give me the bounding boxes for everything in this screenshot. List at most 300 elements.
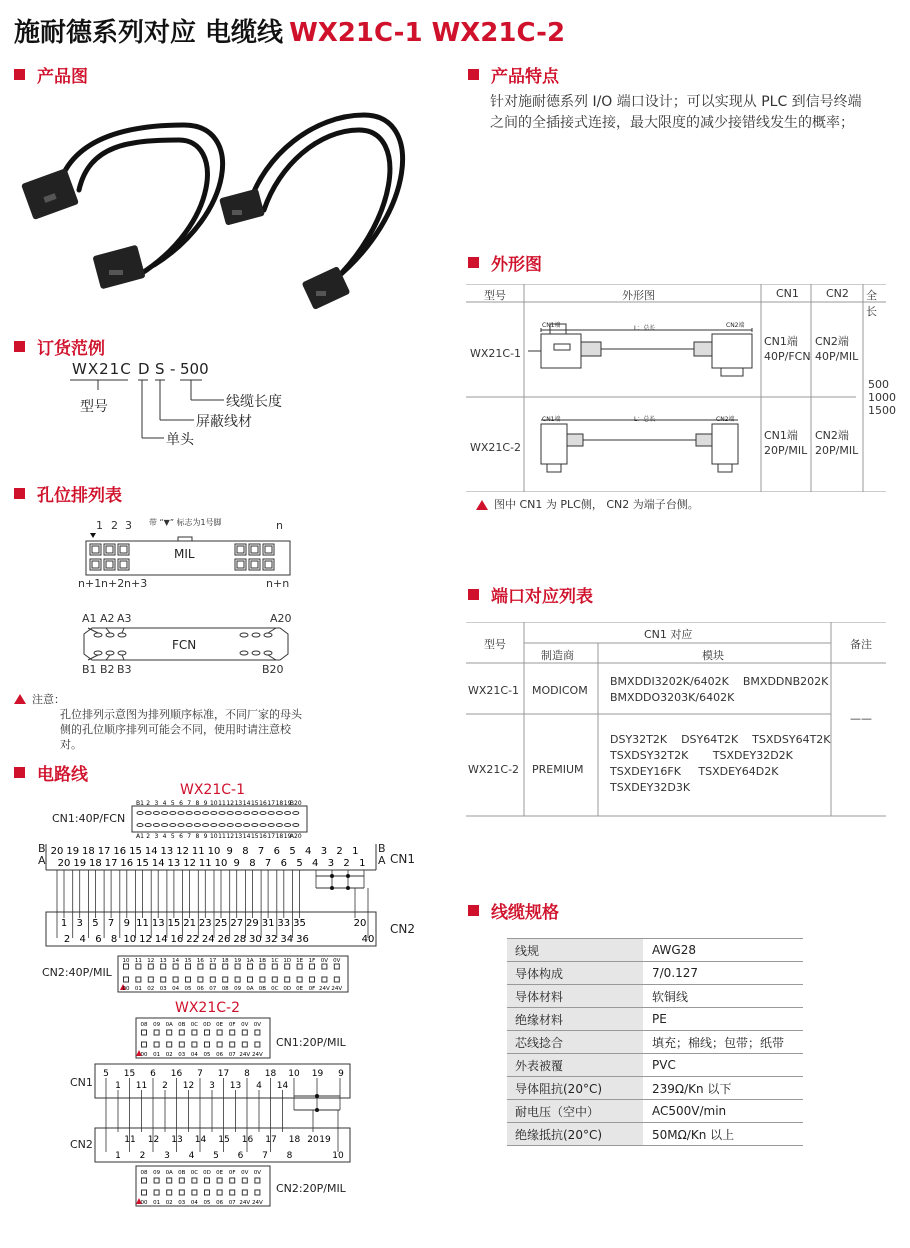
outline-h-cn2: CN2	[826, 287, 849, 300]
outline-h-length: 全长	[866, 289, 877, 318]
mil40-top-label: 1C	[271, 958, 279, 964]
mil20-top-label: 0E	[216, 1022, 224, 1028]
spec-row: 线规 AWG28	[507, 939, 803, 962]
circuit-wx21c-1	[0, 780, 450, 1000]
mil20b-bot-label: 00	[140, 1200, 148, 1206]
c2-bot-label: 4	[188, 1151, 195, 1161]
fcn-b-pin-label: 3	[154, 800, 159, 807]
c2-top-label: 5	[103, 1069, 109, 1079]
order-label-model: 型号	[80, 399, 108, 415]
mil20-bot-label: 03	[178, 1052, 186, 1058]
mil20b-top-label: 0D	[203, 1170, 211, 1176]
cn2-even-label: 30	[249, 934, 262, 945]
fcn-b-pin-label: 11	[218, 800, 226, 807]
outline-draw-cn1: CN1端	[542, 322, 561, 329]
mil20b-top-label: 0V	[241, 1170, 249, 1176]
outline-r1-model: WX21C-1	[470, 347, 522, 360]
mil40-top-label: 19	[234, 958, 242, 964]
section-pin-layout: 孔位排列表	[14, 481, 122, 506]
port-r2-modules: DSY32T2K DSY64T2K TSXDSY64T2K TSXDSY32T2K TSXDEY32D2K TSXDEY16FK TSXDEY64D2K TSXDEY32D3K	[610, 733, 831, 794]
fcn-b-pin-label: 16	[259, 800, 267, 807]
c2-bot-top-label: 11	[124, 1135, 136, 1145]
circuit-wx21c-2	[0, 1000, 450, 1215]
circuit-b-right: B	[378, 842, 386, 855]
mil20b-bot-label: 24V	[252, 1200, 263, 1206]
c2-mid-label: 11	[135, 1081, 148, 1091]
circuit-cn2-40p: CN2:40P/MIL	[42, 966, 112, 979]
spec-row: 外表被覆 PVC	[507, 1054, 803, 1077]
ordering-example	[60, 356, 320, 446]
circuit-wx21c-1-drawing	[0, 780, 450, 1000]
a-pin-label: 16	[120, 858, 134, 869]
cn2-even-label: 26	[217, 934, 231, 945]
mil20-bot-label: 01	[153, 1052, 161, 1058]
fcn-a-pin-label: 9	[203, 833, 208, 840]
port-r1-modules: BMXDDI3202K/6402K BMXDDNB202K BMXDDO3203K/6402K	[610, 675, 829, 704]
cn2-odd-label: 29	[246, 918, 259, 929]
cn2-odd-label: 25	[214, 918, 228, 929]
mil20b-bot-label: 06	[216, 1200, 224, 1206]
c2-bot-top-label: 17	[265, 1135, 277, 1145]
mil20-bot-label: 05	[203, 1052, 211, 1058]
circuit2-cn2-label: CN2	[70, 1138, 93, 1151]
b-pin-label: 5	[289, 846, 296, 857]
mil20b-bot-label: 01	[153, 1200, 161, 1206]
c2-top-label: 18	[264, 1069, 277, 1079]
cn2-even-label: 16	[170, 934, 184, 945]
b-pin-label: 15	[129, 846, 142, 857]
port-h-maker: 制造商	[541, 649, 574, 662]
outline-draw2-cn2: CN2端	[716, 416, 735, 423]
mil20-bot-label: 02	[165, 1052, 173, 1058]
fcn-a-pin-label: 11	[218, 833, 226, 840]
a-pin-label: 10	[214, 858, 228, 869]
mil40-bot-label: 03	[159, 986, 167, 992]
cable-spec-table	[507, 938, 803, 1146]
b-pin-label: 20	[50, 846, 64, 857]
mil40-bot-label: 04	[172, 986, 180, 992]
mil-pin-n: n	[276, 519, 283, 532]
circuit-a-left: A	[38, 854, 46, 867]
mil20b-top-label: 0V	[253, 1170, 262, 1176]
port-table	[466, 622, 886, 818]
c2-top-label: 9	[338, 1069, 344, 1079]
c2-mid-label: 2	[162, 1081, 168, 1091]
spec-row: 绝缘材料 PE	[507, 1008, 803, 1031]
c2-bot-label: 5	[213, 1151, 219, 1161]
fcn-b-pin-label: 17	[267, 800, 276, 807]
mil20-bot-label: 24V	[239, 1052, 251, 1058]
fcn-a-pin-label: 18	[275, 833, 284, 840]
a-pin-label: 5	[296, 858, 303, 869]
c2-mid-label: 13	[229, 1081, 242, 1091]
c2-bot-label: 10	[332, 1151, 344, 1161]
mil40-top-label: 1A	[246, 958, 254, 964]
c2-top-label: 17	[217, 1069, 230, 1079]
mil40-bot-label: 08	[221, 986, 229, 992]
port-h-module: 模块	[702, 649, 724, 662]
note-text: 孔位排列示意图为排列顺序标准，不同厂家的母头侧的孔位顺序排列可能会不同，使用时请注意校对。	[60, 708, 302, 751]
fcn-a3: A3	[117, 612, 132, 625]
b-pin-label: 7	[257, 846, 265, 857]
order-label-single: 单头	[166, 432, 194, 448]
mil40-top-label: 1E	[296, 958, 304, 964]
a-pin-label: 13	[167, 858, 181, 869]
cn2-odd-label: 7	[107, 918, 115, 929]
fcn-label: FCN	[172, 638, 197, 652]
cn2-even-label: 22	[186, 934, 199, 945]
fcn-b20: B20	[262, 663, 284, 676]
spec-row: 耐电压（空中） AC500V/min	[507, 1100, 803, 1123]
mil20-top-label: 0A	[165, 1022, 173, 1028]
c2-bot-label: 2	[139, 1151, 146, 1161]
b-pin-label: 8	[242, 846, 249, 857]
mil20-bot-label: 00	[140, 1052, 148, 1058]
circuit-cn2-20p: CN2:20P/MIL	[276, 1182, 346, 1195]
mil40-top-label: 1D	[283, 958, 292, 964]
fcn-b-pin-label: 18	[275, 800, 284, 807]
mil20b-bot-label: 05	[203, 1200, 211, 1206]
cn2-odd-label: 9	[123, 918, 130, 929]
c2-mid-label: 3	[209, 1081, 215, 1091]
fcn-pin-layout	[70, 612, 310, 682]
a-pin-label: 4	[312, 858, 319, 869]
mil40-bot-label: 0F	[308, 986, 316, 992]
port-r1-maker: MODICOM	[532, 684, 588, 697]
a-pin-label: 14	[151, 858, 165, 869]
outline-lengths: 500 1000 1500	[868, 378, 896, 417]
mil40-top-label: 14	[172, 958, 180, 964]
fcn-b-pin-label: 2	[146, 800, 151, 807]
mil40-top-label: 12	[147, 958, 155, 964]
port-h-note: 备注	[850, 638, 872, 651]
b-pin-label: 4	[305, 846, 312, 857]
c2-bot-label: 1	[115, 1151, 121, 1161]
c2-top-label: 8	[244, 1069, 250, 1079]
section-ordering: 订货范例	[14, 334, 105, 359]
circuit-b-left: B	[38, 842, 46, 855]
outline-draw-len: L：总长	[634, 325, 656, 332]
cn2-even-label: 34	[280, 934, 294, 945]
cn2-even-label: 40	[361, 934, 375, 945]
a-pin-label: 2	[343, 858, 350, 869]
port-h-model: 型号	[484, 638, 506, 651]
fcn-a-pin-label: 12	[226, 833, 235, 840]
features-text: 针对施耐德系列 I/O 端口设计；可以实现从 PLC 到信号终端之间的全插接式连接，最大限度的减少接错线发生的概率；	[490, 94, 862, 131]
fcn-a-pin-label: 3	[154, 833, 159, 840]
fcn-b-pin-label: 10	[209, 800, 218, 807]
outline-h-model: 型号	[484, 289, 506, 302]
mil40-bot-label: 02	[147, 986, 155, 992]
mil20b-top-label: 0E	[216, 1170, 224, 1176]
mil40-bot-label: 0C	[271, 986, 279, 992]
c2-top-label: 6	[150, 1069, 156, 1079]
outline-draw-cn2: CN2端	[726, 322, 745, 329]
section-cable-spec: 线缆规格	[468, 898, 559, 923]
b-pin-label: 13	[160, 846, 174, 857]
outline-r1-cn2: CN2端 40P/MIL	[815, 335, 859, 363]
cn2-even-label: 36	[296, 934, 309, 945]
mil20-top-label: 08	[140, 1022, 148, 1028]
mil40-bot-label: 24V	[319, 986, 330, 992]
mil20b-top-label: 0A	[165, 1170, 173, 1176]
circuit-cn1-20p: CN1:20P/MIL	[276, 1036, 346, 1049]
cn2-even-label: 28	[233, 934, 247, 945]
fcn-b-pin-label: 13	[234, 800, 243, 807]
port-note: ——	[850, 712, 872, 725]
port-r1-model: WX21C-1	[468, 684, 520, 697]
outline-footnote: 图中 CN1 为 PLC侧， CN2 为端子台侧。	[476, 496, 699, 512]
outline-h-drawing: 外形图	[622, 289, 655, 302]
page-title	[14, 12, 565, 49]
c2-mid-label: 1	[115, 1081, 121, 1091]
fcn-a-pin-label: 10	[209, 833, 218, 840]
outline-draw2-cn1: CN1端	[542, 416, 561, 423]
b-pin-label: 12	[176, 846, 189, 857]
title-model: WX21C-1 WX21C-2	[289, 18, 566, 48]
mil40-top-label: 1F	[308, 958, 316, 964]
fcn-b-pin-label: 12	[226, 800, 235, 807]
order-label-shield: 屏蔽线材	[196, 414, 252, 430]
b-pin-label: 10	[207, 846, 221, 857]
note-title: 注意：	[32, 693, 65, 706]
fcn-a20: A20	[270, 612, 292, 625]
outline-r1-cn1: CN1端 40P/FCN	[764, 335, 811, 363]
fcn-b-pin-label: B1	[136, 800, 144, 807]
fcn-a-pin-label: 14	[242, 833, 251, 840]
mil-pin-nn: n+n	[266, 577, 290, 590]
mil-pin-layout	[70, 515, 310, 595]
mil40-bot-label: 0E	[296, 986, 304, 992]
circuit2-cn1-label: CN1	[70, 1076, 93, 1089]
mil20-bot-label: 04	[190, 1052, 198, 1058]
a-pin-label: 6	[280, 858, 287, 869]
mil-pin-3: 3	[125, 519, 132, 532]
mil20b-top-label: 0B	[178, 1170, 186, 1176]
fcn-b-pin-label: 5	[170, 800, 175, 807]
cn2-even-label: 14	[154, 934, 168, 945]
pin-note	[14, 688, 314, 752]
c2-top-label: 10	[288, 1069, 300, 1079]
cn2-odd-label: 27	[230, 918, 244, 929]
fcn-b3: B3	[117, 663, 132, 676]
section-outline: 外形图	[468, 250, 542, 275]
fcn-a-pin-label: A1	[136, 833, 144, 840]
c2-bot-label: 8	[286, 1151, 293, 1161]
mil40-bot-label: 06	[196, 986, 204, 992]
a-pin-label: 7	[264, 858, 272, 869]
cn2-odd-label: 35	[293, 918, 306, 929]
a-pin-label: 18	[89, 858, 102, 869]
circuit-wx2-title: WX21C-2	[175, 1000, 240, 1016]
circuit-cn2-label: CN2	[390, 922, 415, 936]
fcn-b-pin-label: 9	[203, 800, 208, 807]
mil-pin-n1: n+1	[78, 577, 102, 590]
b-pin-label: 14	[144, 846, 158, 857]
b-pin-label: 11	[191, 846, 205, 857]
mil20b-bot-label: 07	[228, 1200, 236, 1206]
fcn-a-pin-label: 13	[234, 833, 243, 840]
fcn-a-pin-label: 4	[162, 833, 167, 840]
b-pin-label: 17	[97, 846, 111, 857]
fcn-b1: B1	[82, 663, 97, 676]
c2-bot-label: 6	[237, 1151, 244, 1161]
order-code-length: 500	[180, 360, 209, 378]
order-code-d: D	[138, 360, 150, 378]
c2-bot-top-label: 19	[319, 1135, 331, 1145]
mil20-top-label: 09	[153, 1022, 161, 1028]
fcn-b-pin-label: 19	[283, 800, 292, 807]
a-pin-label: 3	[327, 858, 335, 869]
cn2-even-label: 32	[264, 934, 278, 945]
mil20-bot-label: 24V	[252, 1052, 263, 1058]
c2-top-label: 7	[197, 1069, 203, 1079]
a-pin-label: 20	[57, 858, 71, 869]
mil40-top-label: 0V	[320, 958, 329, 964]
circuit-cn1-40p: CN1:40P/FCN	[52, 812, 126, 825]
a-pin-label: 17	[104, 858, 118, 869]
fcn-a-pin-label: 15	[250, 833, 259, 840]
cn2-odd-label: 11	[136, 918, 149, 929]
port-h-cn1: CN1 对应	[644, 628, 693, 641]
mil20b-bot-label: 02	[165, 1200, 173, 1206]
a-pin-label: 15	[136, 858, 149, 869]
section-features: 产品特点	[468, 62, 559, 87]
mil40-top-label: 10	[122, 958, 130, 964]
cn2-even-label: 12	[139, 934, 152, 945]
cn2-odd-label: 1	[60, 918, 68, 929]
mil40-bot-label: 0B	[258, 986, 267, 992]
c2-mid-label: 4	[256, 1081, 262, 1091]
mil40-bot-label: 00	[122, 986, 130, 992]
mil20-top-label: 0B	[178, 1022, 186, 1028]
b-pin-label: 16	[113, 846, 127, 857]
circuit-a-right: A	[378, 854, 386, 867]
mil40-top-label: 17	[209, 958, 217, 964]
fcn-b-pin-label: 8	[195, 800, 200, 807]
mil20b-bot-label: 03	[178, 1200, 186, 1206]
fcn-b-pin-label: 7	[187, 800, 192, 807]
product-photo	[14, 95, 454, 320]
fcn-a-pin-label: 7	[187, 833, 192, 840]
mil20-bot-label: 07	[228, 1052, 236, 1058]
mil40-bot-label: 05	[184, 986, 192, 992]
spec-row: 导体材料 软铜线	[507, 985, 803, 1008]
mil20-top-label: 0V	[253, 1022, 262, 1028]
fcn-a-pin-label: 8	[195, 833, 200, 840]
mil40-bot-label: 24V	[331, 986, 343, 992]
c2-bot-top-label: 16	[241, 1135, 254, 1145]
b-pin-label: 6	[273, 846, 280, 857]
spec-row: 绝缘抵抗(20°C) 50MΩ/Kn 以上	[507, 1123, 803, 1146]
mil20b-top-label: 09	[153, 1170, 161, 1176]
mil20-top-label: 0D	[203, 1022, 211, 1028]
c2-bot-top-label: 18	[288, 1135, 301, 1145]
mil40-top-label: 18	[221, 958, 229, 964]
b-pin-label: 9	[226, 846, 233, 857]
mil-pin-1: 1	[96, 519, 103, 532]
fcn-b-pin-label: B20	[289, 800, 302, 807]
b-pin-label: 3	[320, 846, 328, 857]
cn2-even-label: 2	[63, 934, 71, 945]
mil-pin-2: 2	[111, 519, 118, 532]
spec-row: 导体阻抗(20°C) 239Ω/Kn 以下	[507, 1077, 803, 1100]
c2-bot-label: 7	[262, 1151, 268, 1161]
mil40-bot-label: 01	[134, 986, 142, 992]
a-pin-label: 12	[183, 858, 196, 869]
fcn-b2: B2	[100, 663, 115, 676]
c2-mid-label: 14	[276, 1081, 289, 1091]
c2-bot-top-label: 13	[171, 1135, 183, 1145]
fcn-a2: A2	[100, 612, 115, 625]
c2-mid-label: 12	[182, 1081, 195, 1091]
mil20-top-label: 0F	[228, 1022, 236, 1028]
a-pin-label: 19	[73, 858, 87, 869]
fcn-a-pin-label: 19	[283, 833, 292, 840]
mil20b-top-label: 0C	[190, 1170, 199, 1176]
mil20b-top-label: 08	[140, 1170, 148, 1176]
order-code-dash: -	[170, 360, 176, 378]
mil40-top-label: 1B	[258, 958, 267, 964]
mil20b-bot-label: 24V	[239, 1200, 251, 1206]
cn2-even-label: 4	[79, 934, 86, 945]
cn2-even-label: 6	[95, 934, 102, 945]
mil-pin-n2: n+2	[101, 577, 125, 590]
cn2-odd-label: 21	[183, 918, 196, 929]
mil20b-top-label: 0F	[228, 1170, 236, 1176]
c2-bot-top-label: 15	[218, 1135, 230, 1145]
mil20-top-label: 0C	[190, 1022, 199, 1028]
mil40-top-label: 13	[159, 958, 167, 964]
cn2-even-label: 8	[110, 934, 118, 945]
outline-r2-model: WX21C-2	[470, 441, 522, 454]
outline-draw2-len: L：总长	[634, 416, 656, 423]
order-code-model: WX21C	[72, 360, 132, 378]
spec-row: 芯线捻合 填充；棉线；包带；纸带	[507, 1031, 803, 1054]
cn2-odd-label: 31	[261, 918, 275, 929]
mil20-top-label: 0V	[241, 1022, 249, 1028]
fcn-a-pin-label: 17	[267, 833, 276, 840]
mil20-bot-label: 06	[216, 1052, 224, 1058]
c2-top-label: 15	[123, 1069, 136, 1079]
cn2-odd-label: 13	[151, 918, 165, 929]
mil40-top-label: 0V	[333, 958, 341, 964]
fcn-b-pin-label: 14	[242, 800, 251, 807]
fcn-a-pin-label: 16	[259, 833, 267, 840]
mil40-top-label: 11	[134, 958, 142, 964]
circuit-wx1-title: WX21C-1	[180, 782, 245, 798]
mil-note: 带 “▼” 标志为1号脚	[149, 518, 222, 527]
circuit-wx21c-2-drawing	[0, 1000, 450, 1215]
fcn-b-pin-label: 6	[179, 800, 183, 807]
mil-pin-n3: n+3	[124, 577, 148, 590]
section-circuit: 电路线	[14, 760, 88, 785]
mil40-top-label: 15	[184, 958, 192, 964]
outline-r2-cn2: CN2端 20P/MIL	[815, 429, 859, 457]
spec-row: 导体构成 7/0.127	[507, 962, 803, 985]
fcn-a-pin-label: 2	[146, 833, 151, 840]
port-r2-model: WX21C-2	[468, 763, 520, 776]
warning-icon	[476, 500, 488, 510]
c2-bot-top-label: 20	[307, 1135, 319, 1145]
a-pin-label: 9	[233, 858, 240, 869]
mil-label: MIL	[174, 547, 195, 561]
order-label-length: 线缆长度	[226, 394, 282, 410]
cn2-even-label: 10	[123, 934, 137, 945]
c2-bot-label: 3	[164, 1151, 170, 1161]
circuit-cn1-label: CN1	[390, 852, 415, 866]
fcn-a-pin-label: A20	[289, 833, 302, 840]
